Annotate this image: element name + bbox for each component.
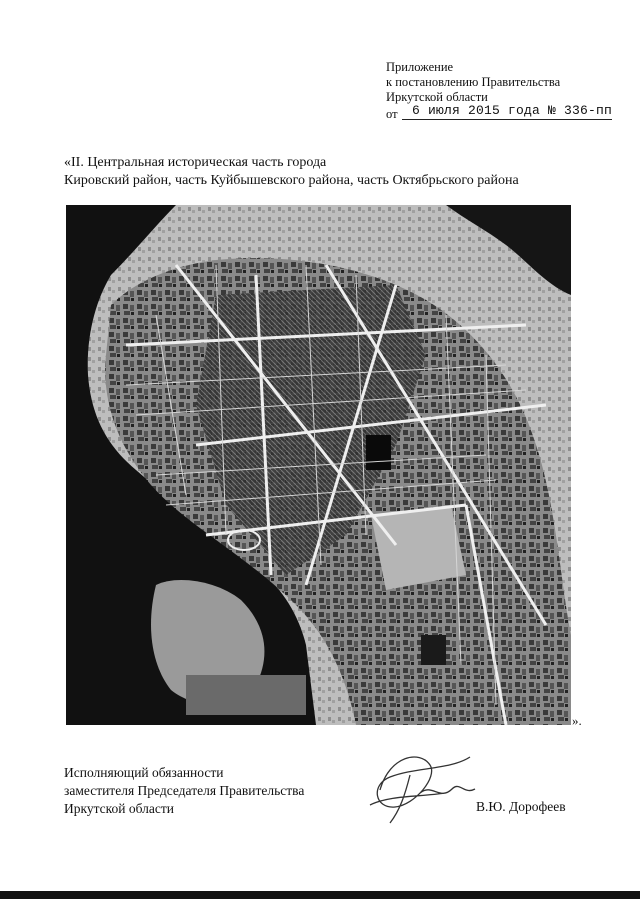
signer-title xyxy=(64,764,304,818)
date-underline xyxy=(402,119,612,120)
signer-line-2: заместителя Председателя Правительства xyxy=(64,783,305,798)
handwritten-signature xyxy=(360,745,490,830)
scan-bottom-edge xyxy=(0,891,640,899)
appendix-date-row xyxy=(386,103,613,122)
heading-line-2: Кировский район, часть Куйбышевского района, часть Октябрьского района xyxy=(64,173,519,188)
signer-line-1: Исполняющий обязанности xyxy=(64,765,224,780)
date-prefix: от xyxy=(386,107,398,121)
appendix-header xyxy=(386,60,613,122)
date-typed: 6 июля 2015 года № 336-пп xyxy=(412,103,613,118)
closing-quote: ». xyxy=(572,713,582,728)
appendix-line-3: Иркутской области xyxy=(386,90,488,104)
appendix-line-2: к постановлению Правительства xyxy=(386,75,561,89)
signer-name: В.Ю. Дорофеев xyxy=(476,799,566,814)
heading-line-1: «II. Центральная историческая часть города xyxy=(64,155,327,170)
map-drawing xyxy=(66,205,571,725)
park-area xyxy=(371,505,466,590)
document-heading xyxy=(64,154,519,190)
signer-line-3: Иркутской области xyxy=(64,801,175,816)
city-map-image xyxy=(66,205,571,725)
appendix-line-1: Приложение xyxy=(386,60,454,74)
